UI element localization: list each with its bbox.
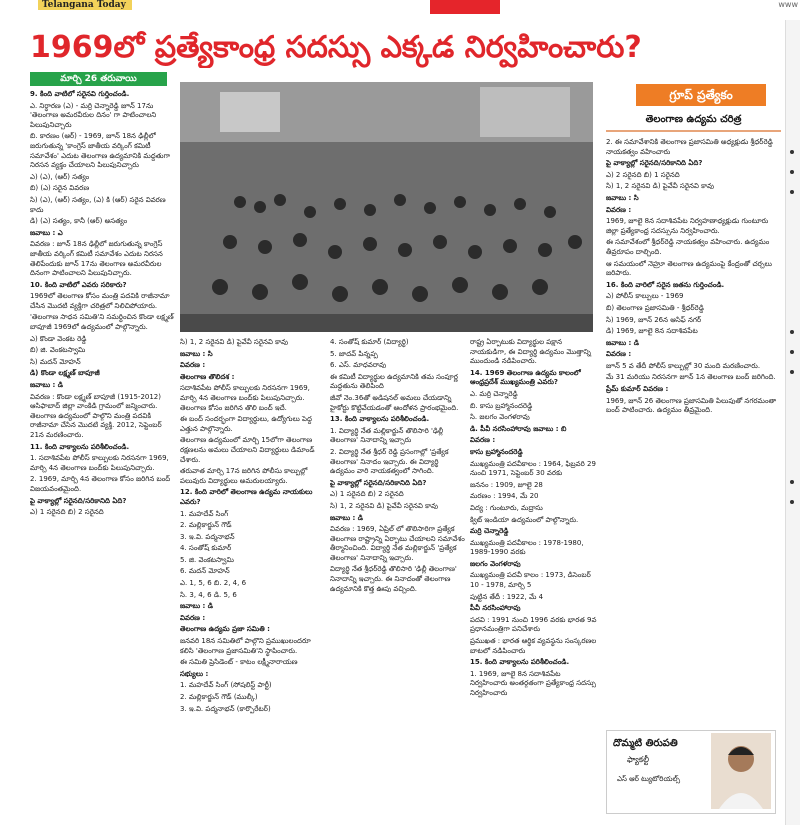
article-paragraph: మరణం : 1994, మే 20: [470, 492, 539, 501]
article-paragraph: 6. ఎస్. మాధవరావు: [330, 361, 387, 370]
article-paragraph: 2. ఈ సమావేశానికి తెలంగాణ ప్రజాసమితి అధ్యక్షుడు శ్రీధర్‌రెడ్డి నాయకత్వం వహించారు: [606, 138, 773, 156]
article-paragraph: ఈ కమిటీ విద్యార్థుల ఉద్యమానికి తమ సంపూర్ణ మద్దతును తెలిపింది: [330, 372, 458, 391]
bullet-mark: [790, 480, 794, 484]
article-paragraph: తెలంగాణ ఉద్యమంలో మార్చి 15లోగా తెలంగాణ రక్షణలను అమలు చేయాలని విద్యార్థులు డిమాండ్ చేశారు.: [180, 436, 315, 464]
brand-logo: Telangana Today: [38, 0, 132, 10]
article-paragraph: 1. మహదేవ్ సింగ్ (సోషలిస్ట్ పార్టీ): [180, 681, 272, 690]
article-paragraph: 15. కింది వాక్యాలను పరిశీలించండి.: [470, 658, 570, 667]
article-paragraph: వివరణ :: [180, 613, 206, 622]
article-column-1: [30, 90, 175, 818]
article-paragraph: జవాబు : సి: [180, 349, 213, 358]
article-paragraph: ఎ. 1, 5, 6 బి. 2, 4, 6: [180, 579, 247, 588]
article-paragraph: 1969, జూన్ 26 తెలంగాణ ప్రజాసమితి పిలుపుతో నగరమంతా బంద్ పాటించారు. ఉద్యమం తీవ్రమైంది.: [606, 396, 777, 415]
article-paragraph: బి) జి. వెంకటస్వామి: [30, 346, 86, 355]
article-paragraph: పీవీ నరసింహారావు: [470, 604, 521, 613]
section-logo: [430, 0, 500, 14]
article-paragraph: సి. 3, 4, 6 డి. 5, 6: [180, 590, 237, 599]
article-paragraph: జలగం వెంగళరావు: [470, 559, 521, 568]
article-paragraph: జవాబు : ఎ: [30, 228, 63, 237]
author-box: [606, 730, 776, 814]
article-paragraph: జనవరి 18న సమితిలో పాల్గొని ప్రముఖులందరూ కలిసి 'తెలంగాణ ప్రజాసమితి'ని స్థాపించారు.: [180, 637, 311, 655]
article-paragraph: 1969లో తెలంగాణ కోసం మంత్రి పదవికి రాజీనామా చేసిన మొదటి వ్యక్తిగా చరిత్రలో నిలిచిపోయారు.: [30, 292, 170, 310]
bullet-mark: [790, 170, 794, 174]
article-paragraph: బి) (ఎ) సరైన వివరణ: [30, 184, 90, 193]
article-paragraph: ఆ సమయంలో నెహ్రూ తెలంగాణ ఉద్యమంపై కేంద్రంతో చర్చలు జరిపారు.: [606, 259, 772, 278]
article-paragraph: విద్యార్థి నేత శ్రీధర్‌రెడ్డి తొలిసారి 'ఢిల్లీ తెలంగాణ' నినాదాన్ని ఇచ్చారు. ఈ నినాదంతో తెలంగాణ ఉద్యమానికి కొత్త ఊపు వచ్చింది.: [330, 565, 457, 593]
article-paragraph: వివరణ :: [180, 361, 206, 370]
article-paragraph: 9. కింది వాటిలో సరైనవి గుర్తించండి.: [30, 90, 130, 98]
article-paragraph: సి. జలగం వెంగళరావు: [470, 413, 530, 422]
article-paragraph: ఎ) 2 సరైనది బి) 1 సరైనది: [606, 170, 680, 179]
article-paragraph: పై వాక్యాల్లో సరైనది/సరికానిది ఏది?: [30, 496, 127, 505]
article-paragraph: జవాబు : డి: [180, 602, 213, 611]
article-paragraph: ఎ) పోలీస్ కాల్పులు - 1969: [606, 292, 684, 301]
article-paragraph: జీవో నెం.36తో అడిషనల్ అమలు చేయడాన్ని హైకోర్టు కొట్టివేయడంతో ఆందోళన ప్రారంభమైంది.: [330, 393, 459, 412]
article-paragraph: ప్రముఖత : భారత ఆర్థిక వ్యవస్థను సంస్కరణల బాటలో నడిపించారు: [470, 637, 597, 655]
article-paragraph: ఈ సమావేశంలో శ్రీధర్‌రెడ్డి నాయకత్వం వహించారు. ఉద్యమం తీవ్రరూపం దాల్చింది.: [606, 238, 770, 256]
article-paragraph: ముఖ్యమంత్రి పదవీకాలం : 1964, ఫిబ్రవరి 29 నుంచి 1971, సెప్టెంబర్ 30 వరకు: [470, 459, 596, 478]
site-url: www: [778, 0, 798, 9]
article-column-3: [330, 338, 465, 818]
article-paragraph: ఈ బంద్ సందర్భంగా విద్యార్థులు, ఉద్యోగులు పెద్ద ఎత్తున పాల్గొన్నారు.: [180, 415, 312, 433]
article-paragraph: ముఖ్యమంత్రి పదవీకాలం : 1978-1980, 1989-1990 వరకు: [470, 538, 584, 557]
article-paragraph: డి) కొండా లక్ష్మణ్ బాపూజీ: [30, 369, 100, 378]
article-paragraph: పదవి : 1991 నుంచి 1996 వరకు భారత 9వ ప్రధానమంత్రిగా పనిచేశారు: [470, 615, 597, 634]
article-paragraph: జవాబు : డి: [30, 381, 63, 390]
article-paragraph: కాసు బ్రహ్మానందరెడ్డి: [470, 447, 523, 456]
article-column-2: [180, 338, 320, 818]
article-paragraph: జవాబు : డి: [606, 338, 639, 347]
article-paragraph: 1. సదాశివపేట పోలీస్ కాల్పులకు నిరసనగా 1969, మార్చి 4న తెలంగాణ బంద్‌కు పిలుపునిచ్చారు.: [30, 454, 169, 472]
article-paragraph: డి) (ఎ) సత్యం, కానీ (ఆర్) అసత్యం: [30, 217, 128, 226]
author-role: ఫ్యాకల్టీ: [627, 755, 649, 764]
article-paragraph: 2. మల్లికార్జున్ గౌడ్ (ముల్కీ): [180, 693, 258, 701]
bullet-mark: [790, 330, 794, 334]
article-paragraph: సి) (ఎ), (ఆర్) సత్యం, (ఎ) కి (ఆర్) సరైన వివరణ కాదు: [30, 195, 166, 214]
bullet-mark: [790, 370, 794, 374]
article-paragraph: డి) 1969, జూలై 8న సదాశివపేట: [606, 327, 698, 336]
article-paragraph: 1. విద్యార్థి నేత మల్లికార్జున్ తొలిసారి 'ఢిల్లీ తెలంగాణ' నినాదాన్ని ఇచ్చారు: [330, 426, 444, 445]
article-paragraph: జననం : 1909, జూలై 28: [470, 480, 543, 489]
date-label: మార్చి 26 తరువాయి: [30, 72, 167, 86]
article-paragraph: వివరణ : జూన్ 18న ఢిల్లీలో జరుగుతున్న కాంగ్రెస్ జాతీయ వర్కింగ్ కమిటీ సమావేశం ఎదుట నిరసన తెలిపేందుకు జూన్ 17ను తెలంగాణ అమరవీరుల దినంగా పాటించాలని పిలుపునిచ్చారు.: [30, 240, 163, 278]
article-paragraph: సి) 1, 2 సరైనవి డి) పైవేవీ సరైనవి కావు: [180, 338, 288, 346]
article-paragraph: ఎ. మర్రి చెన్నారెడ్డి: [470, 389, 518, 398]
article-paragraph: 12. కింది వారిలో తెలంగాణ ఉద్యమ నాయకులు ఎవరు?: [180, 488, 313, 506]
article-column-4: [470, 338, 600, 818]
article-paragraph: డి. పీవీ నరసింహారావు జవాబు : బి: [470, 424, 567, 433]
article-paragraph: 5. జి. వెంకటస్వామి: [180, 555, 234, 564]
article-paragraph: పుట్టిన తేదీ : 1922, మే 4: [470, 592, 544, 601]
article-paragraph: 5. జాదవ్ పిన్నప్ప: [330, 349, 378, 358]
article-paragraph: సి) 1969, జూన్ 26న ఆసిఫ్ నగర్: [606, 315, 702, 324]
article-paragraph: బి. కాసు బ్రహ్మానందరెడ్డి: [470, 401, 533, 410]
article-paragraph: మే 31 మరియు నిరసనగా జూన్ 1న తెలంగాణ బంద్ జరిగింది.: [606, 373, 776, 382]
bullet-mark: [790, 190, 794, 194]
author-org: ఎస్ ఆర్ ట్యుటోరియల్స్: [617, 775, 681, 783]
page-title: 1969లో ప్రత్యేకాంధ్ర సదస్సు ఎక్కడ నిర్వహించారు?: [30, 30, 642, 65]
article-paragraph: సి) 1, 2 సరైనవి డి) పైవేవీ సరైనవి కావు: [606, 182, 714, 191]
article-paragraph: తెలంగాణ ఉద్యమ ప్రజా సమితి :: [180, 625, 270, 634]
article-paragraph: 14. 1969 తెలంగాణ ఉద్యమ కాలంలో ఆంధ్రప్రదేశ్ ముఖ్యమంత్రి ఎవరు?: [470, 368, 581, 387]
historical-photo: [180, 82, 593, 332]
article-paragraph: ఎ. నిర్ధారణ (ఎ) - మర్రి చెన్నారెడ్డి జూన్ 17ను 'తెలంగాణ అమరవీరుల దినం' గా పాటించాలని పిలుపునిచ్చారు: [30, 101, 157, 129]
group-subtitle: తెలంగాణ ఉద్యమ చరిత్ర: [606, 110, 781, 132]
author-avatar: [711, 733, 771, 809]
article-paragraph: తెలంగాణ తొలిదశ :: [180, 372, 235, 381]
bullet-mark: [790, 500, 794, 504]
article-paragraph: సి) మదన్ మోహన్: [30, 357, 81, 366]
article-paragraph: వివరణ : కొండా లక్ష్మణ్ బాపూజీ (1915-2012) ఆసిఫాబాద్ జిల్లా వాంకిడి గ్రామంలో జన్మించారు. తెలంగాణ ఉద్యమంలో పాల్గొని మంత్రి పదవికి రాజీనామా చేసిన మొదటి వ్యక్తి. 2012, సెప్టెంబర్ 21న మరణించారు.: [30, 392, 162, 439]
bullet-mark: [790, 350, 794, 354]
article-paragraph: సభ్యులు :: [180, 669, 209, 678]
article-paragraph: బి. కారణం (ఆర్) - 1969, జూన్ 18న ఢిల్లీలో జరుగుతున్న 'కాంగ్రెస్ జాతీయ వర్కింగ్ కమిటీ సమావేశం' ఎదుట తెలంగాణ ఉద్యమానికి మద్దతుగా నిరసన వ్యక్తం చేయాలని పిలుపునిచ్చారు: [30, 132, 171, 170]
article-paragraph: 10. కింది వాటిలో ఎవరు సరికారు?: [30, 280, 127, 289]
article-paragraph: 2. 1969, మార్చి 4న తెలంగాణ కోసం జరిగిన బంద్ విజయవంతమైంది.: [30, 475, 171, 493]
adjacent-page-edge: [785, 20, 800, 825]
article-paragraph: క్విట్ ఇండియా ఉద్యమంలో పాల్గొన్నారు.: [470, 515, 579, 524]
article-paragraph: ఈ సమితి ప్రెసిడెంట్ - కాటం లక్ష్మీనారాయణ: [180, 658, 298, 667]
article-paragraph: వివరణ :: [606, 205, 632, 214]
author-name: దొమ్మటి తిరుపతి: [613, 738, 678, 749]
article-paragraph: జూన్ 5 వ తేదీ పోలీస్ కాల్పుల్లో 30 మంది మరణించారు.: [606, 361, 761, 370]
article-paragraph: వివరణ : 1969, ఏప్రిల్ లో తొలిసారిగా ప్రత్యేక తెలంగాణ రాష్ట్రాన్ని ఏర్పాటు చేయాలని సమావేశం తీర్మానించింది. విద్యార్థి నేత మల్లికార్జున్ 'ప్రత్యేక తెలంగాణ' నినాదాన్ని ఇచ్చారు.: [330, 525, 465, 562]
article-paragraph: ఎ) 1 సరైనది బి) 2 సరైనది: [30, 508, 104, 517]
article-paragraph: జవాబు : సి: [606, 193, 639, 202]
article-paragraph: తరువాత మార్చి 17న జరిగిన పోలీసు కాల్పుల్లో పలువురు విద్యార్థులు అమరులయ్యారు.: [180, 467, 308, 485]
article-paragraph: 11. కింది వాక్యాలను పరిశీలించండి.: [30, 442, 130, 451]
article-paragraph: వివరణ :: [606, 350, 632, 359]
bullet-mark: [790, 150, 794, 154]
article-paragraph: 4. సంతోష్ కుమార్ (విద్యార్థి): [330, 338, 409, 346]
article-paragraph: 1969, జూలై 8న సదాశివపేట నిర్వహణాధ్యక్షుడు గుంటూరు జిల్లా ప్రత్యేకాంధ్ర సదస్సును నిర్వహించారు.: [606, 217, 769, 235]
article-paragraph: పై వాక్యాల్లో సరైనది/సరికానిది ఏది?: [330, 478, 427, 487]
article-paragraph: 6. మదన్ మోహన్: [180, 567, 230, 576]
article-paragraph: 13. కింది వాక్యాలను పరిశీలించండి.: [330, 415, 430, 424]
article-paragraph: రాష్ట్ర ఏర్పాటుకు విద్యార్థుల పక్షాన నాయకుడిగా, ఈ విద్యార్థి ఉద్యమం మొత్తాన్ని ముందుండి నడిపించారు.: [470, 338, 591, 366]
article-paragraph: పై వాక్యాల్లో సరైనది/సరికానిది ఏది?: [606, 159, 703, 168]
article-paragraph: ఎ) 1 సరైనది బి) 2 సరైనది: [330, 490, 404, 499]
article-paragraph: జవాబు : డి: [330, 513, 363, 522]
article-paragraph: ఎ) (ఎ), (ఆర్) సత్యం: [30, 172, 90, 181]
article-paragraph: ఎ) కొండా వెంకట రెడ్డి: [30, 334, 87, 343]
article-paragraph: 2. విద్యార్థి నేత శ్రీధర్ రెడ్డి ప్రసంగాల్లో 'ప్రత్యేక తెలంగాణ' నినాదం ఇచ్చారు. ఈ విద్యార్థి ఉద్యమం వారి నాయకత్వంలో సాగింది.: [330, 447, 449, 476]
article-paragraph: మర్రి చెన్నారెడ్డి: [470, 527, 509, 536]
article-paragraph: సి) 1, 2 సరైనవి డి) పైవేవీ సరైనవి కావు: [330, 501, 438, 510]
article-paragraph: సదాశివపేట పోలీస్ కాల్పులకు నిరసనగా 1969, మార్చి 4న తెలంగాణ బంద్‌కు పిలుపునిచ్చారు. తెలంగాణ కోసం జరిగిన తొలి బంద్ ఇదే.: [180, 384, 310, 412]
article-paragraph: 2. మల్లికార్జున్ గౌడ్: [180, 521, 232, 530]
article-paragraph: 3. ఇ.వి. పద్మనాభన్: [180, 532, 235, 541]
article-paragraph: ముఖ్యమంత్రి పదవీ కాలం : 1973, డిసెంబర్ 10 - 1978, మార్చి 5: [470, 571, 591, 590]
article-paragraph: ప్రేమ్ కుమార్ వివరణ :: [606, 385, 669, 394]
top-bar: [0, 0, 800, 24]
article-paragraph: బి) తెలంగాణ ప్రజాసమితి - శ్రీధర్‌రెడ్డి: [606, 303, 704, 312]
article-paragraph: 3. ఇ.వి. పద్మనాభన్ (కార్పొరేటర్): [180, 704, 271, 713]
article-paragraph: 16. కింది వారిలో సరైన జతను గుర్తించండి.: [606, 280, 725, 289]
article-paragraph: 1. 1969, జూలై 8న సదాశివపేట నిర్వహించారు అంతర్గతంగా ప్రత్యేకాంధ్ర సదస్సు నిర్వహించారు: [470, 669, 596, 697]
article-paragraph: 1. మహదేవ్ సింగ్: [180, 509, 229, 518]
article-paragraph: విద్య : గుంటూరు, మద్రాసు: [470, 503, 543, 512]
article-column-5: [606, 138, 778, 726]
article-paragraph: వివరణ :: [470, 436, 496, 445]
article-paragraph: 'తెలంగాణ సాధన సమితి'ని సమర్థించిన కొండా లక్ష్మణ్ బాపూజీ 1969లో ఉద్యమంలో పాల్గొన్నారు.: [30, 313, 174, 332]
article-paragraph: 4. సంతోష్ కుమార్: [180, 544, 232, 553]
group-label: గ్రూప్ ప్రత్యేకం: [636, 84, 766, 106]
